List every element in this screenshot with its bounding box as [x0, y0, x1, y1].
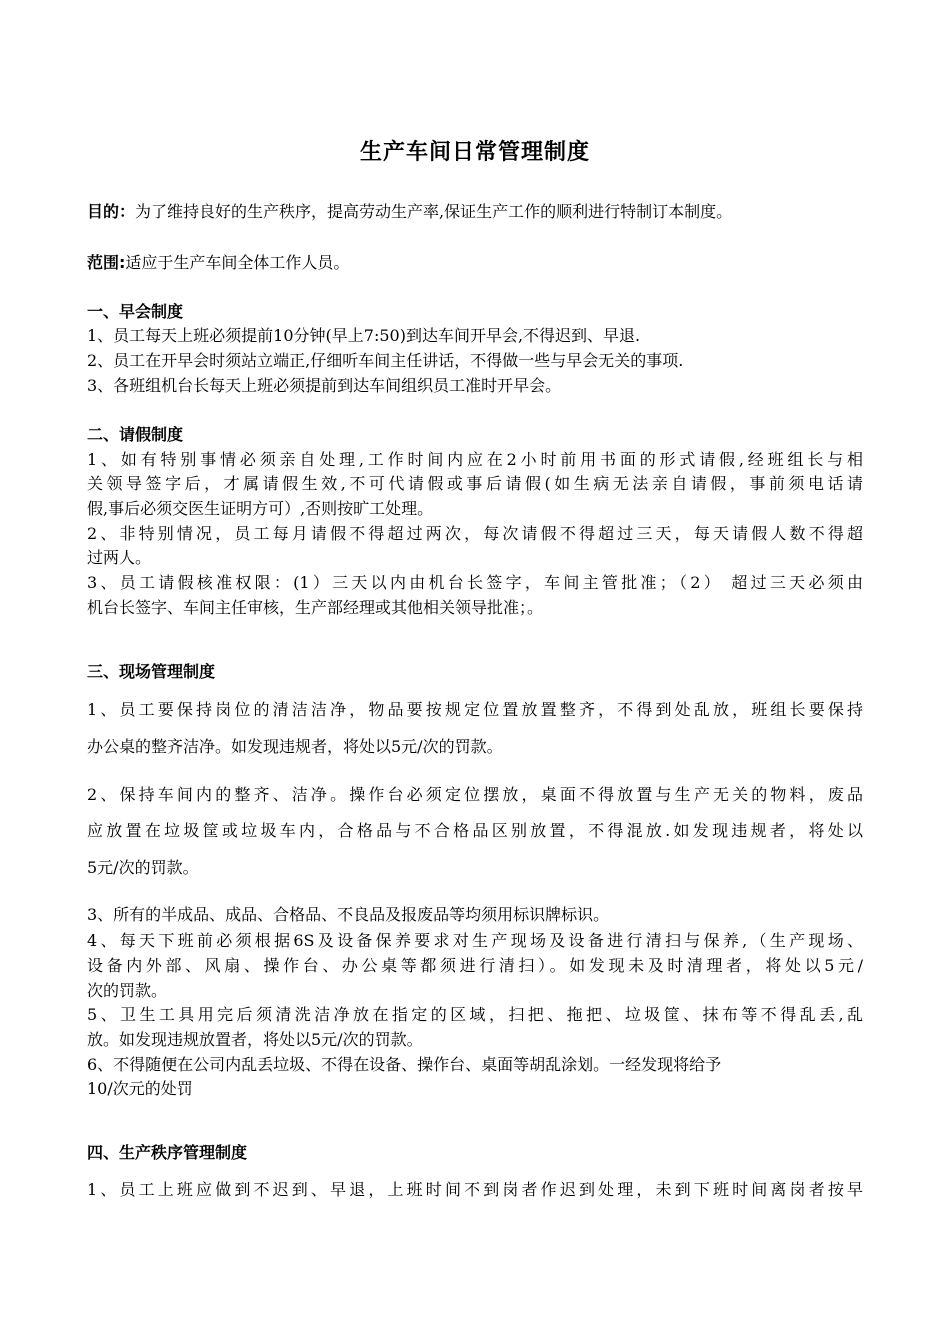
section-line: 机台长签字、车间主任审核，生产部经理或其他相关领导批准；。 [87, 598, 544, 617]
section-line: 过两人。 [87, 548, 152, 567]
scope-paragraph [87, 251, 863, 275]
section-line: 5元/次的罚款。 [87, 858, 199, 877]
section-line: 10/次元的处罚 [87, 1079, 193, 1098]
section-line: 3、员工请假核准权限：(1）三天以内由机台长签字，车间主管批准；（2） 超过三天必须由 [87, 573, 863, 592]
scope-label: 范围: [87, 253, 126, 272]
purpose-paragraph [87, 200, 863, 224]
section-line: 假,事后必须交医生证明方可）,否则按旷工处理。 [87, 499, 434, 518]
section-line: 1、如有特别事情必须亲自处理,工作时间内应在2小时前用书面的形式请假,经班组长与相 [87, 450, 863, 469]
section-line: 1、员工每天上班必须提前10分钟(早上7:50)到达车间开早会,不得迟到、早退. [87, 326, 641, 345]
section-line: 3、所有的半成品、成品、合格品、不良品及报废品等均须用标识牌标识。 [87, 905, 610, 924]
section-line: 关领导签字后，才属请假生效,不可代请假或事后请假(如生病无法亲自请假，事前须电话请 [87, 474, 863, 493]
section-line: 1、员工要保持岗位的清洁洁净，物品要按规定位置放置整齐，不得到处乱放，班组长要保持 [87, 700, 863, 719]
section-line: 放。如发现违规放置者，将处以5元/次的罚款。 [87, 1030, 423, 1049]
section-line: 设备内外部、风扇、操作台、办公桌等都须进行清扫）。如发现未及时清理者，将处以5元/ [87, 956, 863, 975]
section-line: 1、员工上班应做到不迟到、早退，上班时间不到岗者作迟到处理，未到下班时间离岗者按早 [87, 1180, 863, 1199]
section-heading-leave: 二、请假制度 [87, 425, 184, 444]
purpose-text: 为了维持良好的生产秩序，提高劳动生产率,保证生产工作的顺利进行特制订本制度。 [135, 202, 733, 221]
section-line: 2、非特别情况，员工每月请假不得超过两次，每次请假不得超过三天，每天请假人数不得超 [87, 524, 863, 543]
section-heading-site-management: 三、现场管理制度 [87, 662, 216, 681]
section-line: 4、每天下班前必须根据6S及设备保养要求对生产现场及设备进行清扫与保养,（生产现场、 [87, 931, 863, 950]
section-line: 5、卫生工具用完后须清洗洁净放在指定的区域，扫把、拖把、垃圾筐、抹布等不得乱丢,乱 [87, 1005, 863, 1024]
section-line: 2、保持车间内的整齐、洁净。操作台必须定位摆放，桌面不得放置与生产无关的物料，废品 [87, 785, 863, 804]
section-heading-morning-meeting: 一、早会制度 [87, 302, 184, 321]
section-line: 2、员工在开早会时须站立端正,仔细听车间主任讲话，不得做一些与早会无关的事项. [87, 351, 684, 370]
document-title: 生产车间日常管理制度 [359, 140, 590, 165]
section-line: 办公桌的整齐洁净。如发现违规者，将处以5元/次的罚款。 [87, 737, 503, 756]
section-line: 3、各班组机台长每天上班必须提前到达车间组织员工准时开早会。 [87, 376, 562, 395]
purpose-label: 目的： [87, 202, 136, 221]
section-line: 次的罚款。 [87, 981, 168, 1000]
section-line: 6、不得随便在公司内乱丢垃圾、不得在设备、操作台、桌面等胡乱涂划。一经发现将给予 [87, 1055, 722, 1074]
section-line: 应放置在垃圾筐或垃圾车内，合格品与不合格品区别放置，不得混放.如发现违规者，将处以 [87, 821, 863, 840]
scope-text: 适应于生产车间全体工作人员。 [125, 253, 350, 272]
section-heading-production-order: 四、生产秩序管理制度 [87, 1143, 248, 1162]
